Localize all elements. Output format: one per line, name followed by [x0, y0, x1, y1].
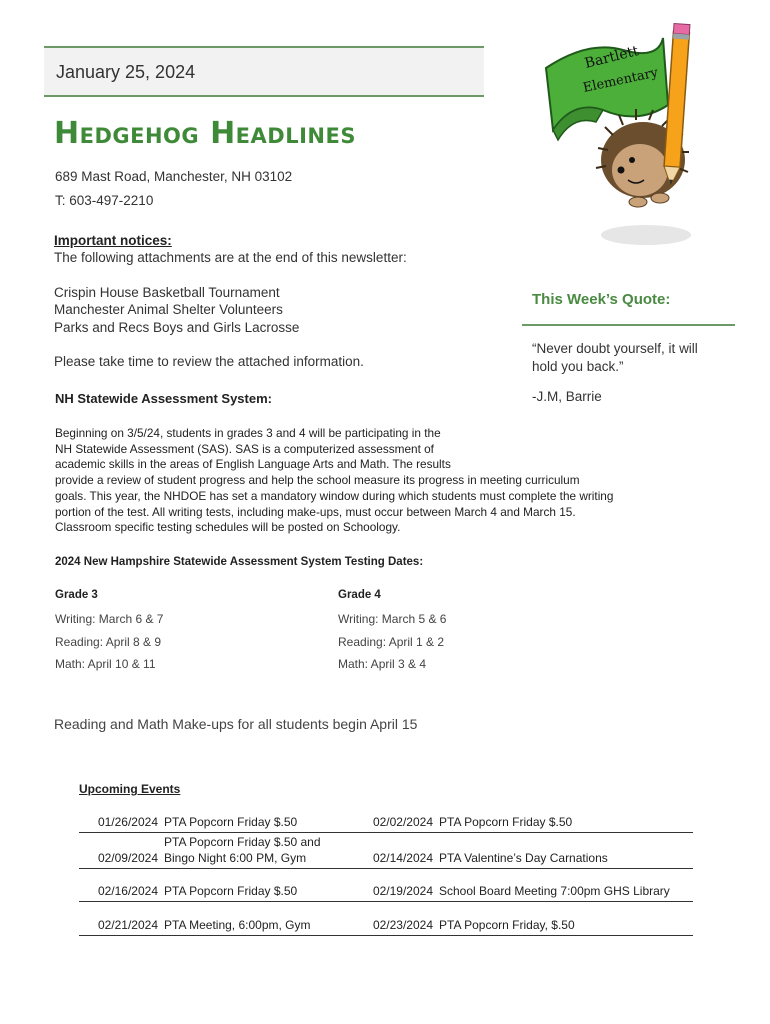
events-table — [79, 813, 693, 936]
event-date: 02/09/2024 — [97, 851, 158, 865]
event-description: PTA Popcorn Friday $.50 — [164, 884, 298, 898]
assessment-paragraph-line: Classroom specific testing schedules will be posted on Schoology. — [55, 520, 401, 534]
grade3-reading: Reading: April 8 & 9 — [55, 635, 162, 649]
grade4-writing: Writing: March 5 & 6 — [338, 612, 447, 626]
quote-line: hold you back.” — [532, 359, 624, 374]
notices-title: Important notices: — [54, 233, 172, 248]
table-row — [79, 902, 693, 936]
grade3-math: Math: April 10 & 11 — [55, 657, 156, 671]
event-date: 02/16/2024 — [97, 884, 158, 898]
table-row — [79, 833, 693, 869]
logo-banner-line1: Bartlett — [583, 43, 641, 72]
notices-intro: The following attachments are at the end of this newsletter: — [54, 250, 407, 265]
grade3-writing: Writing: March 6 & 7 — [55, 612, 164, 626]
table-row — [79, 813, 693, 833]
event-description: PTA Popcorn Friday $.50 and Bingo Night 6:00 PM, Gym — [164, 835, 321, 865]
assessment-paragraph-line: provide a review of student progress and help the school measure its progress in meeting curriculum — [55, 473, 580, 487]
grade3-heading: Grade 3 — [55, 589, 98, 601]
event-date: 02/19/2024 — [372, 884, 433, 898]
event-description: PTA Valentine’s Day Carnations — [439, 851, 608, 865]
event-description: PTA Popcorn Friday $.50 — [439, 815, 573, 829]
assessment-paragraph-line: goals. This year, the NHDOE has set a mandatory window during which students must complete the writing — [55, 489, 614, 503]
event-description: PTA Popcorn Friday $.50 — [164, 815, 298, 829]
attachment-item: Crispin House Basketball Tournament — [54, 285, 280, 300]
assessment-paragraph-line: Beginning on 3/5/24, students in grades 3 and 4 will be participating in the — [55, 426, 441, 440]
assessment-paragraph-line: NH Statewide Assessment (SAS). SAS is a computerized assessment of — [55, 442, 434, 456]
quote-line: “Never doubt yourself, it will — [532, 341, 698, 356]
attachment-item: Parks and Recs Boys and Girls Lacrosse — [54, 320, 300, 335]
grade4-heading: Grade 4 — [338, 589, 381, 601]
assessment-paragraph-line: academic skills in the areas of English Language Arts and Math. The results — [55, 457, 451, 471]
testing-dates-title: 2024 New Hampshire Statewide Assessment System Testing Dates: — [55, 556, 424, 568]
events-title: Upcoming Events — [79, 782, 181, 796]
event-description: PTA Meeting, 6:00pm, Gym — [164, 918, 311, 932]
quote-divider — [522, 324, 735, 326]
quote-text — [532, 340, 732, 376]
grade4-reading: Reading: April 1 & 2 — [338, 635, 445, 649]
quote-author: -J.M, Barrie — [532, 389, 602, 404]
event-description: School Board Meeting 7:00pm GHS Library — [439, 884, 670, 898]
event-date: 01/26/2024 — [97, 815, 158, 829]
event-description: PTA Popcorn Friday, $.50 — [439, 918, 575, 932]
newsletter-date: January 25, 2024 — [56, 62, 196, 82]
grade4-math: Math: April 3 & 4 — [338, 657, 427, 671]
school-phone: T: 603-497-2210 — [55, 193, 154, 208]
school-address: 689 Mast Road, Manchester, NH 03102 — [55, 169, 293, 184]
event-date: 02/02/2024 — [372, 815, 433, 829]
makeups-note: Reading and Math Make-ups for all students begin April 15 — [54, 716, 418, 732]
attachment-item: Manchester Animal Shelter Volunteers — [54, 302, 283, 317]
event-date: 02/23/2024 — [372, 918, 433, 932]
logo-graphic — [528, 10, 743, 265]
newsletter-title: Hedgehog Headlines — [54, 116, 356, 151]
quote-title: This Week’s Quote: — [532, 291, 671, 308]
assessment-title: NH Statewide Assessment System: — [55, 391, 272, 406]
event-date: 02/14/2024 — [372, 851, 433, 865]
hedgehog-with-pencil-logo — [528, 10, 743, 265]
table-row — [79, 869, 693, 902]
assessment-paragraph-line: portion of the test. All writing tests, including make-ups, must occur between March 4 and March 15. — [55, 505, 576, 519]
date-bar — [44, 46, 484, 97]
logo-banner-line2: Elementary — [581, 65, 660, 96]
event-date: 02/21/2024 — [97, 918, 158, 932]
review-note: Please take time to review the attached information. — [54, 354, 364, 369]
